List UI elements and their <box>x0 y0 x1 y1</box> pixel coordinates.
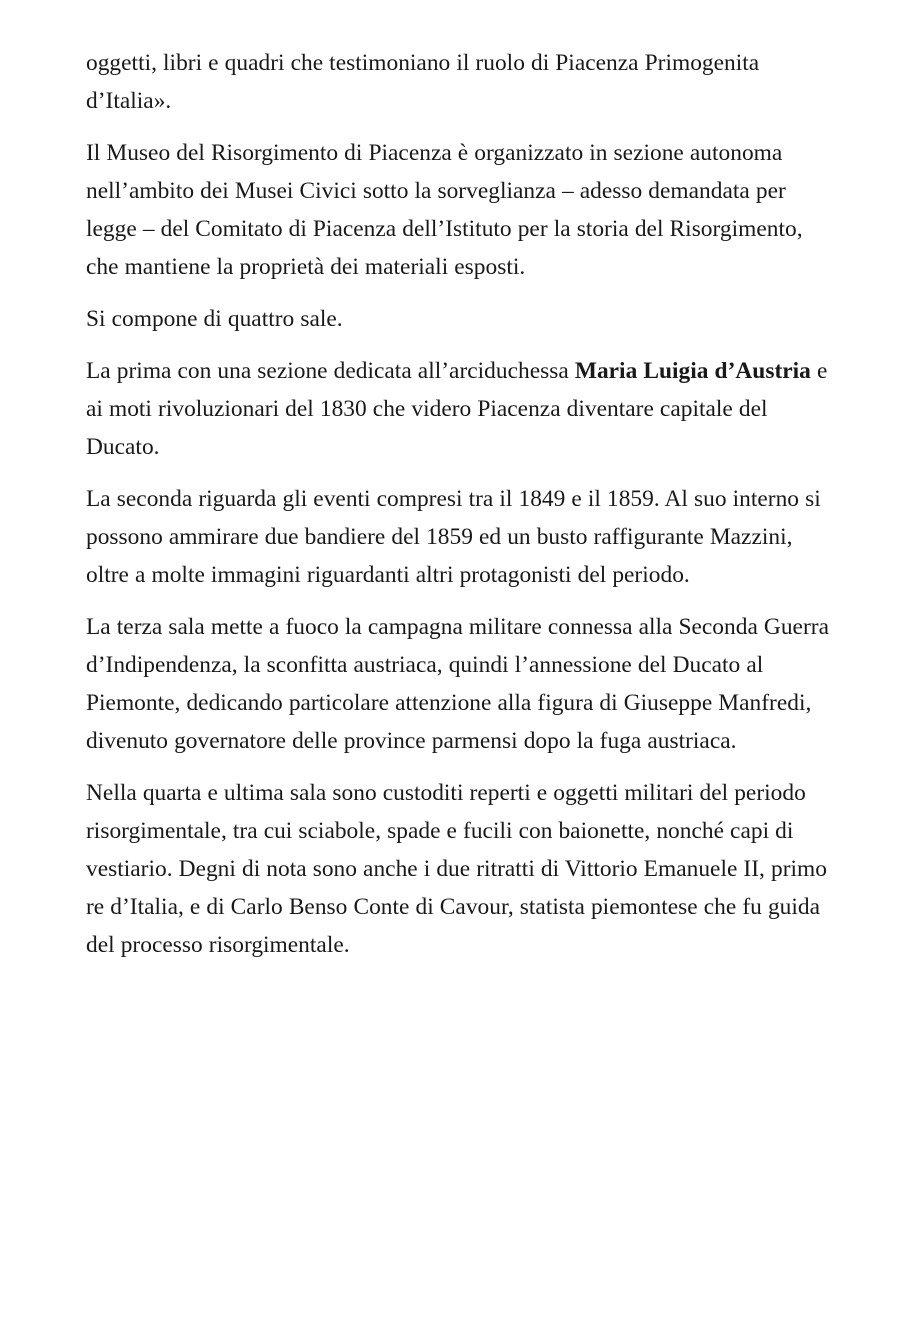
paragraph-museo-risorgimento-organizzazione: Il Museo del Risorgimento di Piacenza è organizzato in sezione autonoma nell’ambito dei Musei Civici sotto la sorveglianza – adesso demandata per legge – del Comitato di Piacenza dell’Istituto per la storia del Risorgimento, che mantiene la proprietà dei materiali esposti. <box>86 140 803 280</box>
paragraph-prima-sala <box>86 352 832 466</box>
paragraph-prima-sala-tail: e ai moti rivoluzionari del 1830 che videro Piacenza diventare capitale del Ducato. <box>86 358 828 460</box>
paragraph-quarta-sala: Nella quarta e ultima sala sono custoditi reperti e oggetti militari del periodo risorgimentale, tra cui sciabole, spade e fucili con baionette, nonché capi di vestiario. Degni di nota sono anche i due ritratti di Vittorio Emanuele II, primo re d’Italia, e di Carlo Benso Conte di Cavour, statista piemontese che fu guida del processo risorgimentale. <box>86 780 827 958</box>
paragraph-terza-sala: La terza sala mette a fuoco la campagna militare connessa alla Seconda Guerra d’Indipendenza, la sconfitta austriaca, quindi l’annessione del Ducato al Piemonte, dedicando particolare attenzione alla figura di Giuseppe Manfredi, divenuto governatore delle province parmensi dopo la fuga austriaca. <box>86 614 829 754</box>
paragraph-quattro-sale: Si compone di quattro sale. <box>86 306 343 332</box>
paragraph-prima-sala-lead: La prima con una sezione dedicata all’arciduchessa <box>86 358 575 384</box>
paragraph-seconda-sala: La seconda riguarda gli eventi compresi tra il 1849 e il 1859. Al suo interno si possono ammirare due bandiere del 1859 ed un busto raffigurante Mazzini, oltre a molte immagini riguardanti altri protagonisti del periodo. <box>86 486 821 588</box>
highlight-maria-luigia-austria: Maria Luigia d’Austria <box>574 358 811 384</box>
paragraph-oggetti-libri-quadri: oggetti, libri e quadri che testimoniano il ruolo di Piacenza Primogenita d’Italia». <box>86 50 760 114</box>
article-body <box>86 44 832 964</box>
